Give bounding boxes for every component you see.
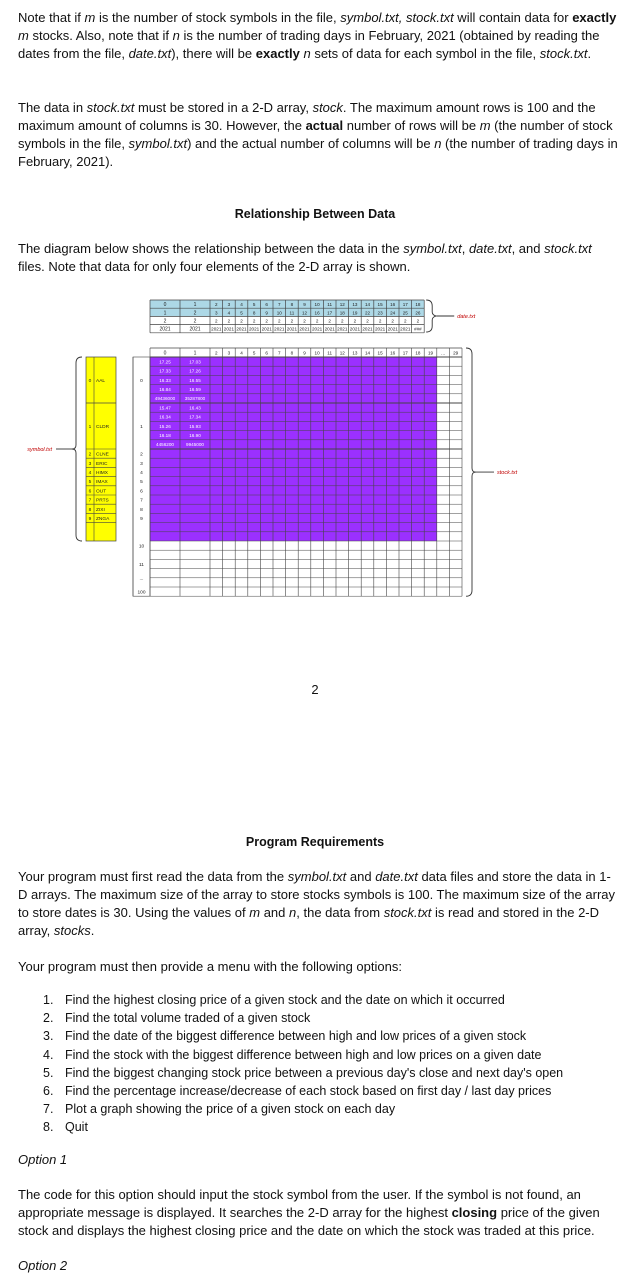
row-index: ... bbox=[139, 576, 144, 582]
requirements-paragraph bbox=[18, 868, 618, 940]
text-run: sets of data for each symbol in the file, bbox=[310, 46, 540, 61]
date-cell: 13 bbox=[352, 302, 358, 308]
date-cell: 2 bbox=[378, 318, 382, 324]
stock-value: 4456200 bbox=[156, 442, 174, 448]
text-run: number of rows will be bbox=[343, 118, 480, 133]
option2-title: Option 2 bbox=[18, 1258, 68, 1273]
date-cell: 2021 bbox=[311, 326, 323, 332]
row-index: 11 bbox=[139, 563, 144, 568]
date-cell: 26 bbox=[415, 310, 421, 316]
stock-col-index: 11 bbox=[327, 350, 333, 356]
stock-col-index: 16 bbox=[390, 350, 396, 356]
date-cell: 11 bbox=[327, 302, 333, 308]
stock-value: 17.03 bbox=[189, 359, 201, 365]
menu-option-number: 2. bbox=[43, 1011, 54, 1026]
menu-option-number: 4. bbox=[43, 1047, 54, 1062]
menu-option-number: 1. bbox=[43, 993, 54, 1007]
page-number: 2 bbox=[311, 682, 319, 697]
menu-option-number: 3. bbox=[43, 1029, 54, 1044]
stock-col-index: 6 bbox=[265, 350, 268, 356]
stock-col-index: 10 bbox=[314, 350, 320, 356]
menu-intro bbox=[18, 958, 618, 976]
text-run: stocks bbox=[53, 923, 91, 938]
menu-option-number: 8. bbox=[43, 1120, 54, 1135]
menu-option bbox=[43, 1064, 623, 1082]
row-index: 8 bbox=[140, 507, 143, 513]
symbol-index: 8 bbox=[88, 507, 92, 513]
requirements-heading: Program Requirements bbox=[245, 835, 385, 849]
text-run: The diagram below shows the relationship between the data in the bbox=[18, 241, 404, 256]
stock-col-index: 15 bbox=[377, 350, 383, 356]
date-cell: 9 bbox=[265, 310, 268, 316]
text-run: , the data from bbox=[296, 905, 384, 920]
date-cell: 2 bbox=[404, 318, 407, 324]
date-cell: 2 bbox=[328, 318, 331, 324]
stock-col-index: 18 bbox=[415, 350, 421, 356]
text-run: The code for this option should input the stock symbol from the user. If the symbol is not found, an appropriate message is displayed. It searches the 2-D array for the highest bbox=[18, 1187, 581, 1220]
date-cell: 2021 bbox=[189, 326, 201, 333]
menu-option-text: Find the date of the biggest difference between high and low prices of a given stock bbox=[65, 1029, 527, 1044]
menu-option-text: Quit bbox=[65, 1120, 88, 1135]
row-index: 3 bbox=[140, 461, 143, 467]
date-cell: 9 bbox=[303, 302, 306, 308]
menu-option bbox=[43, 1118, 623, 1136]
menu-option-text: Find the total volume traded of a given stock bbox=[65, 1011, 311, 1026]
date-cell: 2 bbox=[163, 318, 167, 325]
menu-option-number: 6. bbox=[43, 1084, 54, 1099]
date-cell: 1 bbox=[193, 302, 197, 309]
text-run: , and bbox=[511, 241, 545, 256]
date-cell: 2021 bbox=[337, 326, 348, 332]
stock-value: 16.34 bbox=[159, 414, 171, 420]
text-run: Your program must then provide a menu with the following options: bbox=[18, 959, 402, 974]
text-run: stock.txt bbox=[383, 905, 432, 920]
stock-value: 16.90 bbox=[189, 433, 201, 438]
stock-value: 49436000 bbox=[154, 396, 176, 402]
stock-value: 17.34 bbox=[189, 414, 201, 420]
text-run: date.txt bbox=[375, 869, 418, 884]
date-cell: 0 bbox=[163, 302, 167, 309]
date-cell: 2 bbox=[215, 318, 218, 324]
stock-col-index: 1 bbox=[193, 350, 197, 357]
stock-col-index: 29 bbox=[453, 350, 459, 356]
stock-value: 35287800 bbox=[184, 396, 206, 402]
date-cell: 2021 bbox=[261, 326, 272, 332]
stock-col-index: 12 bbox=[339, 350, 345, 356]
text-run: symbol.txt bbox=[287, 869, 347, 884]
menu-option-text: Find the stock with the biggest difference between high and low prices on a given date bbox=[65, 1047, 542, 1062]
stock-value: 16.55 bbox=[189, 377, 201, 383]
text-run: . bbox=[587, 46, 592, 61]
menu-option bbox=[43, 1082, 623, 1100]
text-run: stocks. Also, note that if bbox=[28, 28, 173, 43]
date-cell: 2021 bbox=[299, 326, 310, 332]
date-cell: 22 bbox=[364, 310, 371, 316]
date-cell: 2 bbox=[315, 318, 319, 324]
date-cell: ### bbox=[414, 326, 422, 332]
stock-col-index: 4 bbox=[240, 350, 243, 356]
stock-value: 17.26 bbox=[189, 368, 201, 374]
symbol-brace bbox=[72, 357, 82, 541]
stock-value: 16.59 bbox=[189, 387, 201, 392]
date-cell: 2021 bbox=[362, 326, 373, 332]
text-run: stock.txt bbox=[86, 100, 135, 115]
date-cell: 18 bbox=[339, 310, 345, 316]
symbol-name: PRTS bbox=[96, 498, 109, 504]
text-run: symbol.txt bbox=[403, 241, 462, 256]
row-index: 2 bbox=[140, 452, 143, 458]
text-run: will contain data for bbox=[453, 10, 573, 25]
date-cell: 23 bbox=[377, 310, 383, 316]
date-cell: 5 bbox=[240, 310, 243, 316]
symbol-name: ERIC bbox=[96, 461, 108, 467]
date-cell: 24 bbox=[390, 310, 396, 316]
stock-col-index: 7 bbox=[278, 350, 281, 356]
text-run: ), there will be bbox=[171, 46, 256, 61]
date-cell: 2021 bbox=[159, 326, 171, 333]
row-index: 10 bbox=[138, 544, 145, 550]
stock-value: 16.33 bbox=[159, 377, 171, 383]
stock-col-index: 3 bbox=[227, 350, 231, 356]
text-run: n bbox=[172, 28, 180, 43]
date-cell: 2021 bbox=[248, 326, 260, 332]
date-cell: 2 bbox=[416, 318, 420, 324]
text-run: symbol.txt bbox=[128, 136, 188, 151]
stock-file-label: stock.txt bbox=[497, 470, 518, 477]
date-cell: 2 bbox=[290, 318, 294, 324]
text-run: closing bbox=[451, 1205, 498, 1220]
text-run: stock bbox=[312, 100, 343, 115]
text-run: m bbox=[249, 905, 261, 920]
symbol-file-label: symbol.txt bbox=[27, 447, 52, 453]
text-run: and bbox=[346, 869, 376, 884]
date-cell: 2 bbox=[278, 318, 281, 324]
date-cell: 2 bbox=[227, 318, 231, 324]
date-cell: 2 bbox=[240, 318, 243, 324]
date-file-label: date.txt bbox=[457, 314, 476, 320]
date-cell: 4 bbox=[227, 310, 231, 316]
text-run: . The maximum amount rows is 100 and the maximum amount of columns is 30. However, the bbox=[18, 100, 596, 133]
stock-value: 17.25 bbox=[159, 359, 171, 365]
relationship-diagram bbox=[0, 288, 643, 596]
text-run: stock.txt bbox=[544, 241, 592, 256]
stock-col-index: 0 bbox=[163, 350, 167, 357]
option1-title: Option 1 bbox=[18, 1152, 68, 1167]
date-cell: 2021 bbox=[387, 326, 398, 332]
menu-options-list bbox=[43, 991, 623, 1137]
symbol-name: ZIXI bbox=[96, 507, 105, 513]
date-cell: 17 bbox=[327, 310, 333, 316]
stock-col-index: 5 bbox=[252, 350, 256, 356]
text-run: . bbox=[90, 923, 95, 938]
text-run: n bbox=[434, 136, 442, 151]
menu-option-number: 7. bbox=[43, 1102, 54, 1117]
symbol-name: OUT bbox=[96, 489, 107, 495]
date-cell: 6 bbox=[265, 302, 268, 308]
date-cell: 2021 bbox=[211, 326, 222, 332]
menu-option-text: Find the biggest changing stock price between a previous day's close and next day's open bbox=[65, 1065, 564, 1080]
date-cell: 2021 bbox=[324, 326, 335, 332]
symbol-index: 2 bbox=[88, 452, 92, 458]
date-cell: 2021 bbox=[274, 326, 285, 332]
menu-option bbox=[43, 991, 623, 1009]
menu-option-text: Find the percentage increase/decrease of each stock based on first day / last day prices bbox=[65, 1084, 552, 1099]
date-cell: 7 bbox=[278, 302, 281, 308]
text-run: date.txt bbox=[128, 46, 172, 61]
symbol-name: HIMX bbox=[96, 471, 108, 476]
date-cell: 8 bbox=[252, 310, 256, 316]
stock-col-index: 19 bbox=[427, 350, 434, 356]
date-cell: 3 bbox=[227, 302, 231, 308]
date-cell: 10 bbox=[276, 310, 282, 316]
date-cell: 3 bbox=[215, 310, 218, 316]
date-cell: 15 bbox=[377, 302, 383, 308]
symbol-index: 9 bbox=[88, 517, 92, 522]
stock-col-index: 13 bbox=[352, 350, 358, 356]
date-cell: 12 bbox=[339, 302, 345, 308]
text-run: symbol.txt, stock.txt bbox=[340, 10, 454, 25]
text-run: , bbox=[461, 241, 469, 256]
date-cell: 4 bbox=[240, 302, 243, 308]
menu-option-text: Find the highest closing price of a given stock and the date on which it occurred bbox=[65, 993, 505, 1007]
symbol-index: 1 bbox=[88, 425, 92, 430]
date-cell: 2 bbox=[353, 318, 357, 324]
date-cell: 2 bbox=[303, 318, 306, 324]
menu-option bbox=[43, 1046, 623, 1064]
date-cell: 14 bbox=[364, 302, 371, 308]
date-cell: 10 bbox=[314, 302, 320, 308]
date-cell: 2021 bbox=[400, 326, 411, 332]
date-cell: 2021 bbox=[223, 326, 235, 332]
row-index-box bbox=[133, 357, 150, 596]
relationship-heading: Relationship Between Data bbox=[234, 207, 396, 221]
menu-option-text: Plot a graph showing the price of a given stock on each day bbox=[65, 1102, 396, 1117]
text-run: n bbox=[289, 905, 297, 920]
date-cell: 2 bbox=[193, 318, 197, 325]
text-run: stock.txt bbox=[539, 46, 588, 61]
text-run: is the number of stock symbols in the file, bbox=[95, 10, 341, 25]
symbol-index: 4 bbox=[88, 471, 92, 476]
text-run: must be stored in a 2-D array, bbox=[134, 100, 313, 115]
date-cell: 2021 bbox=[236, 326, 247, 332]
text-run: (the number of stock symbols in the file, bbox=[18, 118, 613, 151]
symbol-name: AAL bbox=[96, 379, 106, 384]
row-index: 7 bbox=[140, 498, 143, 504]
date-cell: 2 bbox=[265, 318, 268, 324]
date-cell: 16 bbox=[390, 302, 396, 308]
stock-value: 15.47 bbox=[159, 405, 171, 411]
intro-paragraph-2 bbox=[18, 99, 618, 171]
text-run: price of the given stock and displays the highest closing price and the date on which the stock was traded at this price. bbox=[18, 1205, 600, 1238]
date-cell: 2 bbox=[193, 310, 197, 317]
menu-option bbox=[43, 1027, 623, 1045]
stock-value: 16.43 bbox=[189, 405, 201, 411]
text-run: Your program must first read the data from the bbox=[18, 869, 288, 884]
text-run: actual bbox=[305, 118, 344, 133]
text-run: data files and store the data in 1-D arrays. The maximum size of the array to store stocks symbols is 100. The maximum size of the array to store dates is 30. Using the values of bbox=[18, 869, 615, 920]
stock-value: 9945000 bbox=[186, 442, 204, 448]
stock-brace bbox=[466, 348, 476, 596]
symbol-index: 3 bbox=[88, 461, 92, 467]
row-index: 6 bbox=[140, 489, 143, 495]
text-run: (the number of trading days in February, 2021). bbox=[18, 136, 618, 169]
text-run: n bbox=[303, 46, 311, 61]
date-cell: 19 bbox=[352, 310, 358, 316]
stock-value: 15.26 bbox=[159, 423, 171, 429]
intro-paragraph-1 bbox=[18, 9, 618, 63]
date-cell: 8 bbox=[290, 302, 294, 308]
option1-paragraph bbox=[18, 1186, 618, 1240]
date-cell: 16 bbox=[314, 310, 320, 316]
row-index: 100 bbox=[137, 590, 146, 596]
menu-option bbox=[43, 1100, 623, 1118]
row-index: 9 bbox=[140, 517, 143, 522]
stock-col-index: 9 bbox=[303, 350, 306, 356]
date-cell: 2021 bbox=[286, 326, 298, 332]
menu-option bbox=[43, 1009, 623, 1027]
date-cell: 1 bbox=[163, 310, 167, 317]
date-cell: 2 bbox=[215, 302, 218, 308]
date-cell: 2021 bbox=[374, 326, 386, 332]
symbol-name: CLDR bbox=[96, 425, 110, 430]
text-run: exactly bbox=[572, 10, 617, 25]
symbol-index: 6 bbox=[88, 489, 92, 495]
date-cell: 17 bbox=[402, 302, 408, 308]
date-cell: 5 bbox=[252, 302, 256, 308]
symbol-name: CLNE bbox=[96, 452, 109, 458]
date-cell: 2 bbox=[252, 318, 256, 324]
relationship-paragraph bbox=[18, 240, 618, 276]
text-run: files. Note that data for only four elements of the 2-D array is shown. bbox=[18, 259, 411, 274]
stock-col-index: 17 bbox=[402, 350, 408, 356]
text-run: ) and the actual number of columns will be bbox=[187, 136, 435, 151]
date-cell: 12 bbox=[301, 310, 308, 316]
text-run: is read and stored in the 2-D array, bbox=[18, 905, 600, 938]
stock-value: 17.33 bbox=[159, 368, 171, 374]
symbol-index: 7 bbox=[88, 498, 92, 504]
text-run: date.txt bbox=[468, 241, 512, 256]
symbol-index: 0 bbox=[88, 379, 92, 384]
stock-col-index: 2 bbox=[215, 350, 218, 356]
stock-value: 15.93 bbox=[189, 423, 201, 429]
text-run: m bbox=[479, 118, 491, 133]
text-run: and bbox=[260, 905, 290, 920]
date-cell: 2 bbox=[341, 318, 344, 324]
stock-value: 16.84 bbox=[159, 387, 171, 392]
menu-option-number: 5. bbox=[43, 1065, 54, 1080]
text-run: The data in bbox=[18, 100, 87, 115]
date-brace bbox=[426, 300, 436, 332]
stock-value: 16.18 bbox=[159, 433, 171, 438]
text-run: m bbox=[18, 28, 29, 43]
date-cell: 25 bbox=[402, 310, 408, 316]
date-cell: 18 bbox=[415, 302, 421, 308]
text-run: exactly bbox=[255, 46, 300, 61]
text-run: is the number of trading days in February, 2021 (obtained by reading the dates from the file, bbox=[18, 28, 600, 61]
stock-col-index: 14 bbox=[364, 350, 371, 356]
stock-col-index: 8 bbox=[290, 350, 294, 356]
date-cell: 11 bbox=[289, 310, 295, 316]
row-index: 4 bbox=[140, 471, 143, 476]
symbol-name: ZNGA bbox=[96, 517, 110, 522]
date-cell: 2021 bbox=[349, 326, 361, 332]
date-cell: 2 bbox=[366, 318, 369, 324]
symbol-name: IMAX bbox=[96, 480, 108, 486]
row-index: 0 bbox=[140, 379, 143, 384]
text-run: Note that if bbox=[18, 10, 85, 25]
row-index: 1 bbox=[140, 425, 143, 430]
stock-col-index: ... bbox=[441, 350, 446, 356]
symbol-index: 5 bbox=[88, 480, 92, 486]
text-run: m bbox=[84, 10, 96, 25]
row-index: 5 bbox=[140, 480, 143, 486]
date-cell: 2 bbox=[391, 318, 394, 324]
